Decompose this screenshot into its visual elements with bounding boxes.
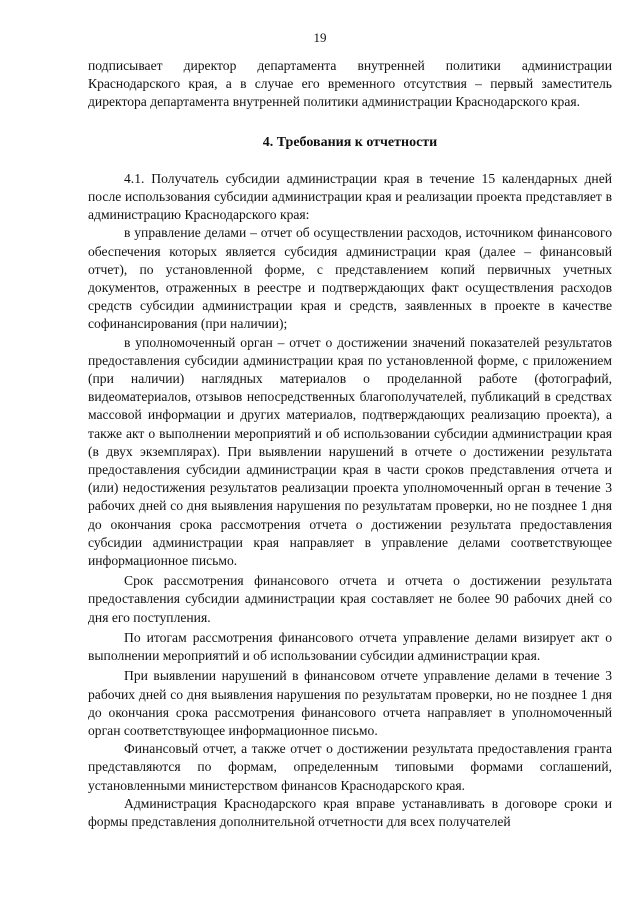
paragraph-review-period: Срок рассмотрения финансового отчета и отчета о достижении результата предоставления субсидии администрации края составляет не более 90 рабочих дней со дня его поступления. — [88, 573, 612, 625]
page-number: 19 — [313, 30, 327, 45]
paragraph-additional-reporting: Администрация Краснодарского края вправе устанавливать в договоре сроки и формы представления дополнительной отчетности для всех получателей — [88, 795, 612, 829]
paragraph-violations: При выявлении нарушений в финансовом отчете управление делами в течение 3 рабочих дней со дня выявления нарушения по результатам проверки, но не позднее 1 дня до окончания срока рассмотрения финансового отчета направляет в уполномоченный орган соответствующее информационное письмо. — [88, 668, 612, 738]
paragraph-4-1: 4.1. Получатель субсидии администрации края в течение 15 календарных дней после использования субсидии администрации края и реализации проекта представляет в администрацию Краснодарского края: — [88, 170, 612, 223]
paragraph-review-outcome: По итогам рассмотрения финансового отчета управление делами визирует акт о выполнении мероприятий и об использовании субсидии администрации края. — [88, 629, 612, 664]
intro-paragraph: подписывает директор департамента внутренней политики администрации Краснодарского края, а в случае его временного отсутствия – первый заместитель директора департамента внутренней политики администрации Краснодарского края. — [88, 58, 612, 110]
paragraph-report-forms: Финансовый отчет, а также отчет о достижении результата предоставления гранта представляются по формам, определенным типовыми формами соглашений, установленными министерством финансов Краснодарского края. — [88, 741, 612, 793]
document-body — [88, 57, 612, 831]
paragraph-finance-report: в управление делами – отчет об осуществлении расходов, источником финансового обеспечения которых является субсидия администрации края (далее – финансовый отчет), по установленной форме, с представлением копий первичных учетных документов, отраженных в реестре и подтверждающих факт осуществления расходов средств субсидии администрации края и средств, заявленных в проекте в качестве софинансирования (при наличии); — [88, 225, 612, 332]
section-heading: 4. Требования к отчетности — [262, 134, 438, 150]
paragraph-results-report: в уполномоченный орган – отчет о достижении значений показателей результатов предоставления субсидии администрации края по установленной форме, с приложением (при наличии) наглядных материалов о проделанной работе (фотографий, видеоматериалов, отзывов непосредственных благополучателей, публикаций в средствах массовой информации и других материалов, подтверждающих реализацию проекта), а также акт о выполнении мероприятий и об использовании субсидии администрации края (в двух экземплярах). При выявлении нарушений в отчете о достижении результата предоставления субсидии администрации края в части сроков представления отчета и (или) недостижения результатов реализации проекта уполномоченный орган в течение 3 рабочих дней со дня выявления нарушения по результатам проверки, но не позднее 1 дня до окончания срока рассмотрения отчета о достижении результата предоставления субсидии администрации края направляет в управление делами соответствующее информационное письмо. — [88, 334, 612, 569]
